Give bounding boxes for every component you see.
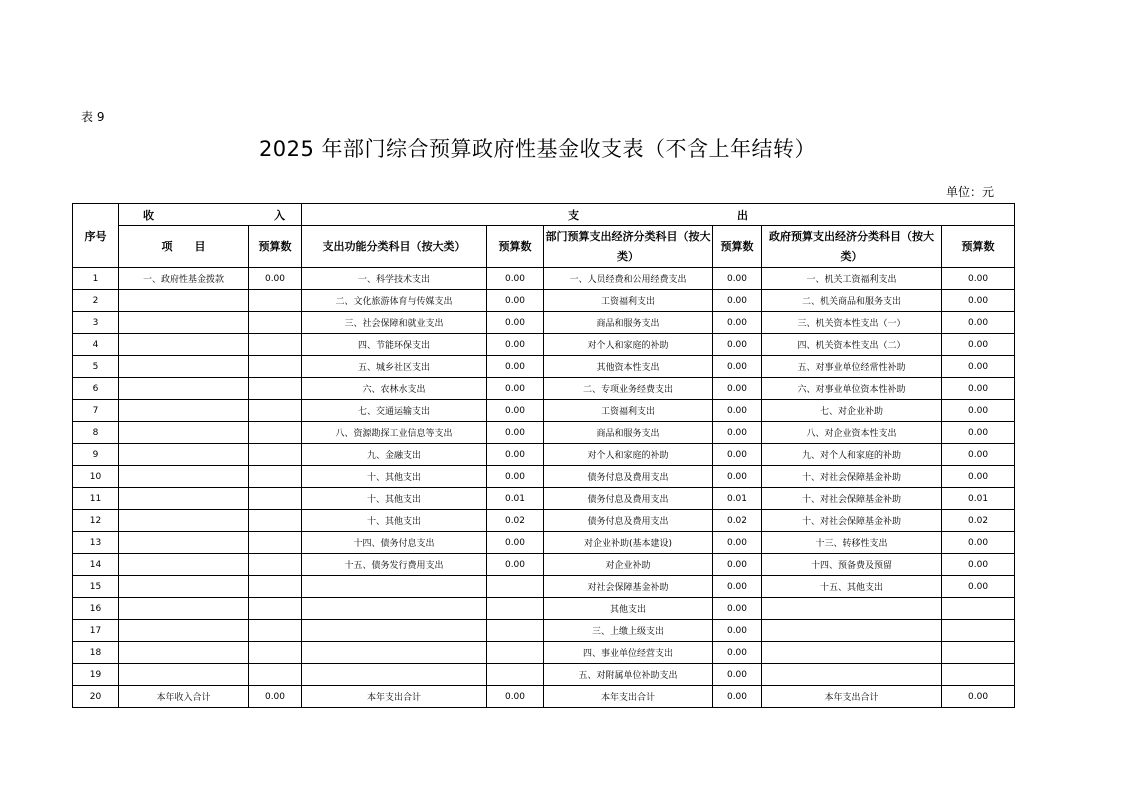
cell-func-item: 本年支出合计 bbox=[302, 686, 487, 708]
cell-income-budget bbox=[249, 422, 302, 444]
cell-func-item: 十五、债务发行费用支出 bbox=[302, 554, 487, 576]
header-expense-left: 支 bbox=[568, 208, 580, 222]
cell-dept-item: 工资福利支出 bbox=[544, 290, 713, 312]
cell-dept-budget: 0.00 bbox=[713, 312, 762, 334]
cell-dept-budget: 0.00 bbox=[713, 686, 762, 708]
cell-func-item: 八、资源勘探工业信息等支出 bbox=[302, 422, 487, 444]
cell-income-item bbox=[119, 620, 249, 642]
header-dept-class: 部门预算支出经济分类科目（按大类） bbox=[544, 226, 713, 268]
cell-gov-budget: 0.00 bbox=[942, 444, 1015, 466]
table-row bbox=[73, 686, 1015, 708]
cell-dept-budget: 0.00 bbox=[713, 664, 762, 686]
cell-dept-budget: 0.00 bbox=[713, 334, 762, 356]
cell-dept-item: 五、对附属单位补助支出 bbox=[544, 664, 713, 686]
header-income-left: 收 bbox=[143, 208, 154, 222]
cell-income-item bbox=[119, 378, 249, 400]
cell-seq: 19 bbox=[73, 664, 119, 686]
cell-gov-item: 八、对企业资本性支出 bbox=[762, 422, 942, 444]
cell-gov-item bbox=[762, 620, 942, 642]
cell-dept-budget: 0.00 bbox=[713, 400, 762, 422]
header-seq: 序号 bbox=[73, 204, 119, 268]
cell-func-item bbox=[302, 576, 487, 598]
cell-income-budget bbox=[249, 576, 302, 598]
cell-func-budget: 0.00 bbox=[487, 268, 544, 290]
cell-income-item bbox=[119, 576, 249, 598]
table-row bbox=[73, 290, 1015, 312]
cell-dept-item: 债务付息及费用支出 bbox=[544, 466, 713, 488]
table-row bbox=[73, 466, 1015, 488]
cell-income-item bbox=[119, 422, 249, 444]
cell-func-budget: 0.00 bbox=[487, 312, 544, 334]
cell-income-budget bbox=[249, 444, 302, 466]
cell-dept-budget: 0.01 bbox=[713, 488, 762, 510]
cell-gov-budget: 0.00 bbox=[942, 686, 1015, 708]
cell-func-item: 一、科学技术支出 bbox=[302, 268, 487, 290]
cell-gov-item: 十、对社会保障基金补助 bbox=[762, 488, 942, 510]
cell-dept-item: 其他资本性支出 bbox=[544, 356, 713, 378]
cell-func-budget: 0.02 bbox=[487, 510, 544, 532]
cell-income-budget bbox=[249, 554, 302, 576]
table-row bbox=[73, 444, 1015, 466]
table-row bbox=[73, 642, 1015, 664]
cell-income-budget bbox=[249, 334, 302, 356]
cell-gov-item bbox=[762, 642, 942, 664]
cell-dept-item: 一、人员经费和公用经费支出 bbox=[544, 268, 713, 290]
cell-income-item bbox=[119, 312, 249, 334]
table-number: 表 9 bbox=[81, 110, 105, 124]
cell-seq: 8 bbox=[73, 422, 119, 444]
table-row bbox=[73, 620, 1015, 642]
cell-func-budget: 0.00 bbox=[487, 290, 544, 312]
cell-gov-item bbox=[762, 598, 942, 620]
table-row bbox=[73, 576, 1015, 598]
cell-dept-budget: 0.00 bbox=[713, 422, 762, 444]
table-row bbox=[73, 268, 1015, 290]
cell-func-budget bbox=[487, 598, 544, 620]
cell-income-item bbox=[119, 290, 249, 312]
cell-gov-item: 本年支出合计 bbox=[762, 686, 942, 708]
cell-func-item: 十、其他支出 bbox=[302, 510, 487, 532]
table-row bbox=[73, 532, 1015, 554]
cell-func-item: 十四、债务付息支出 bbox=[302, 532, 487, 554]
cell-dept-budget: 0.00 bbox=[713, 290, 762, 312]
unit-label: 单位：元 bbox=[946, 185, 995, 199]
cell-gov-item bbox=[762, 664, 942, 686]
cell-seq: 2 bbox=[73, 290, 119, 312]
header-income bbox=[119, 204, 302, 226]
cell-dept-item: 商品和服务支出 bbox=[544, 312, 713, 334]
cell-income-item bbox=[119, 598, 249, 620]
cell-income-budget bbox=[249, 488, 302, 510]
cell-seq: 15 bbox=[73, 576, 119, 598]
cell-seq: 14 bbox=[73, 554, 119, 576]
cell-income-budget bbox=[249, 312, 302, 334]
cell-func-item bbox=[302, 598, 487, 620]
cell-income-budget bbox=[249, 510, 302, 532]
cell-dept-item: 商品和服务支出 bbox=[544, 422, 713, 444]
table-row bbox=[73, 488, 1015, 510]
cell-income-budget: 0.00 bbox=[249, 268, 302, 290]
table-row bbox=[73, 554, 1015, 576]
cell-gov-item: 二、机关商品和服务支出 bbox=[762, 290, 942, 312]
cell-income-item: 本年收入合计 bbox=[119, 686, 249, 708]
cell-seq: 10 bbox=[73, 466, 119, 488]
cell-gov-item: 一、机关工资福利支出 bbox=[762, 268, 942, 290]
cell-dept-budget: 0.00 bbox=[713, 576, 762, 598]
cell-dept-budget: 0.02 bbox=[713, 510, 762, 532]
cell-gov-item: 九、对个人和家庭的补助 bbox=[762, 444, 942, 466]
header-row-2 bbox=[73, 226, 1015, 268]
cell-gov-budget: 0.00 bbox=[942, 576, 1015, 598]
cell-gov-item: 四、机关资本性支出（二） bbox=[762, 334, 942, 356]
cell-gov-budget: 0.00 bbox=[942, 554, 1015, 576]
header-func-budget: 预算数 bbox=[487, 226, 544, 268]
cell-dept-item: 债务付息及费用支出 bbox=[544, 510, 713, 532]
header-income-right: 入 bbox=[274, 208, 285, 222]
cell-func-item: 五、城乡社区支出 bbox=[302, 356, 487, 378]
header-dept-budget: 预算数 bbox=[713, 226, 762, 268]
cell-seq: 5 bbox=[73, 356, 119, 378]
cell-func-item: 九、金融支出 bbox=[302, 444, 487, 466]
cell-dept-budget: 0.00 bbox=[713, 532, 762, 554]
cell-dept-budget: 0.00 bbox=[713, 598, 762, 620]
cell-seq: 11 bbox=[73, 488, 119, 510]
header-row-1 bbox=[73, 204, 1015, 226]
cell-dept-budget: 0.00 bbox=[713, 620, 762, 642]
cell-income-budget bbox=[249, 642, 302, 664]
cell-func-item: 十、其他支出 bbox=[302, 466, 487, 488]
cell-func-budget: 0.00 bbox=[487, 686, 544, 708]
cell-income-item bbox=[119, 488, 249, 510]
cell-gov-budget: 0.00 bbox=[942, 268, 1015, 290]
cell-seq: 6 bbox=[73, 378, 119, 400]
cell-gov-budget: 0.00 bbox=[942, 334, 1015, 356]
cell-income-budget bbox=[249, 290, 302, 312]
cell-gov-budget bbox=[942, 664, 1015, 686]
cell-income-budget bbox=[249, 356, 302, 378]
cell-func-budget: 0.00 bbox=[487, 356, 544, 378]
cell-func-budget bbox=[487, 664, 544, 686]
cell-dept-budget: 0.00 bbox=[713, 466, 762, 488]
cell-func-budget bbox=[487, 620, 544, 642]
cell-dept-item: 对社会保障基金补助 bbox=[544, 576, 713, 598]
budget-table bbox=[72, 203, 1015, 708]
cell-gov-budget: 0.00 bbox=[942, 290, 1015, 312]
cell-func-budget: 0.00 bbox=[487, 422, 544, 444]
cell-seq: 18 bbox=[73, 642, 119, 664]
cell-func-item: 三、社会保障和就业支出 bbox=[302, 312, 487, 334]
cell-func-item: 七、交通运输支出 bbox=[302, 400, 487, 422]
cell-gov-budget bbox=[942, 620, 1015, 642]
cell-seq: 12 bbox=[73, 510, 119, 532]
cell-income-budget bbox=[249, 532, 302, 554]
cell-func-budget: 0.00 bbox=[487, 334, 544, 356]
cell-gov-item: 七、对企业补助 bbox=[762, 400, 942, 422]
cell-func-item: 二、文化旅游体育与传媒支出 bbox=[302, 290, 487, 312]
header-expense bbox=[302, 204, 1015, 226]
document-title: 2025 年部门综合预算政府性基金收支表（不含上年结转） bbox=[258, 137, 817, 161]
table-body bbox=[73, 268, 1015, 708]
cell-dept-budget: 0.00 bbox=[713, 268, 762, 290]
cell-gov-item: 十三、转移性支出 bbox=[762, 532, 942, 554]
cell-seq: 13 bbox=[73, 532, 119, 554]
table-row bbox=[73, 422, 1015, 444]
cell-income-item bbox=[119, 444, 249, 466]
table-row bbox=[73, 598, 1015, 620]
cell-income-item bbox=[119, 664, 249, 686]
cell-func-budget: 0.00 bbox=[487, 400, 544, 422]
cell-gov-budget bbox=[942, 642, 1015, 664]
cell-gov-budget: 0.00 bbox=[942, 532, 1015, 554]
cell-dept-item: 本年支出合计 bbox=[544, 686, 713, 708]
header-expense-right: 出 bbox=[737, 208, 749, 222]
cell-dept-item: 二、专项业务经费支出 bbox=[544, 378, 713, 400]
cell-income-budget bbox=[249, 400, 302, 422]
cell-func-item: 六、农林水支出 bbox=[302, 378, 487, 400]
cell-seq: 3 bbox=[73, 312, 119, 334]
cell-income-item bbox=[119, 400, 249, 422]
cell-gov-budget: 0.00 bbox=[942, 400, 1015, 422]
cell-dept-item: 其他支出 bbox=[544, 598, 713, 620]
table-row bbox=[73, 334, 1015, 356]
table-row bbox=[73, 400, 1015, 422]
cell-dept-item: 对企业补助(基本建设) bbox=[544, 532, 713, 554]
cell-income-item bbox=[119, 466, 249, 488]
cell-gov-item: 六、对事业单位资本性补助 bbox=[762, 378, 942, 400]
cell-gov-budget: 0.00 bbox=[942, 378, 1015, 400]
cell-income-budget bbox=[249, 598, 302, 620]
cell-income-item: 一、政府性基金拨款 bbox=[119, 268, 249, 290]
table-row bbox=[73, 664, 1015, 686]
cell-gov-item: 五、对事业单位经常性补助 bbox=[762, 356, 942, 378]
cell-func-budget: 0.01 bbox=[487, 488, 544, 510]
cell-income-item bbox=[119, 532, 249, 554]
table-row bbox=[73, 312, 1015, 334]
cell-income-item bbox=[119, 510, 249, 532]
cell-gov-item: 十、对社会保障基金补助 bbox=[762, 510, 942, 532]
cell-gov-budget: 0.00 bbox=[942, 312, 1015, 334]
cell-gov-item: 十四、预备费及预留 bbox=[762, 554, 942, 576]
cell-func-budget: 0.00 bbox=[487, 554, 544, 576]
cell-func-budget: 0.00 bbox=[487, 444, 544, 466]
header-func-class: 支出功能分类科目（按大类） bbox=[302, 226, 487, 268]
table-row bbox=[73, 356, 1015, 378]
cell-gov-budget bbox=[942, 598, 1015, 620]
cell-gov-item: 十、对社会保障基金补助 bbox=[762, 466, 942, 488]
table-row bbox=[73, 378, 1015, 400]
cell-gov-budget: 0.00 bbox=[942, 422, 1015, 444]
cell-func-budget: 0.00 bbox=[487, 466, 544, 488]
cell-gov-budget: 0.02 bbox=[942, 510, 1015, 532]
cell-gov-budget: 0.00 bbox=[942, 356, 1015, 378]
cell-dept-item: 对个人和家庭的补助 bbox=[544, 444, 713, 466]
cell-dept-budget: 0.00 bbox=[713, 642, 762, 664]
cell-seq: 20 bbox=[73, 686, 119, 708]
cell-dept-item: 对企业补助 bbox=[544, 554, 713, 576]
cell-seq: 16 bbox=[73, 598, 119, 620]
table-row bbox=[73, 510, 1015, 532]
cell-income-item bbox=[119, 642, 249, 664]
cell-func-item bbox=[302, 620, 487, 642]
cell-func-budget bbox=[487, 576, 544, 598]
cell-income-budget: 0.00 bbox=[249, 686, 302, 708]
cell-income-budget bbox=[249, 466, 302, 488]
cell-dept-budget: 0.00 bbox=[713, 356, 762, 378]
cell-seq: 1 bbox=[73, 268, 119, 290]
cell-func-item bbox=[302, 664, 487, 686]
cell-income-item bbox=[119, 356, 249, 378]
header-gov-class: 政府预算支出经济分类科目（按大类） bbox=[762, 226, 942, 268]
cell-income-budget bbox=[249, 378, 302, 400]
cell-gov-budget: 0.00 bbox=[942, 466, 1015, 488]
cell-dept-budget: 0.00 bbox=[713, 554, 762, 576]
header-item: 项 目 bbox=[119, 226, 249, 268]
cell-func-item bbox=[302, 642, 487, 664]
cell-dept-item: 债务付息及费用支出 bbox=[544, 488, 713, 510]
cell-func-budget: 0.00 bbox=[487, 532, 544, 554]
cell-seq: 17 bbox=[73, 620, 119, 642]
cell-dept-item: 对个人和家庭的补助 bbox=[544, 334, 713, 356]
cell-gov-item: 三、机关资本性支出（一） bbox=[762, 312, 942, 334]
cell-func-item: 四、节能环保支出 bbox=[302, 334, 487, 356]
cell-dept-item: 三、上缴上级支出 bbox=[544, 620, 713, 642]
cell-func-budget bbox=[487, 642, 544, 664]
header-income-budget: 预算数 bbox=[249, 226, 302, 268]
cell-dept-item: 四、事业单位经营支出 bbox=[544, 642, 713, 664]
cell-gov-item: 十五、其他支出 bbox=[762, 576, 942, 598]
cell-seq: 7 bbox=[73, 400, 119, 422]
header-gov-budget: 预算数 bbox=[942, 226, 1015, 268]
cell-dept-item: 工资福利支出 bbox=[544, 400, 713, 422]
cell-dept-budget: 0.00 bbox=[713, 378, 762, 400]
cell-income-budget bbox=[249, 664, 302, 686]
cell-func-item: 十、其他支出 bbox=[302, 488, 487, 510]
cell-seq: 4 bbox=[73, 334, 119, 356]
cell-income-budget bbox=[249, 620, 302, 642]
cell-seq: 9 bbox=[73, 444, 119, 466]
cell-gov-budget: 0.01 bbox=[942, 488, 1015, 510]
cell-func-budget: 0.00 bbox=[487, 378, 544, 400]
cell-dept-budget: 0.00 bbox=[713, 444, 762, 466]
cell-income-item bbox=[119, 334, 249, 356]
cell-income-item bbox=[119, 554, 249, 576]
